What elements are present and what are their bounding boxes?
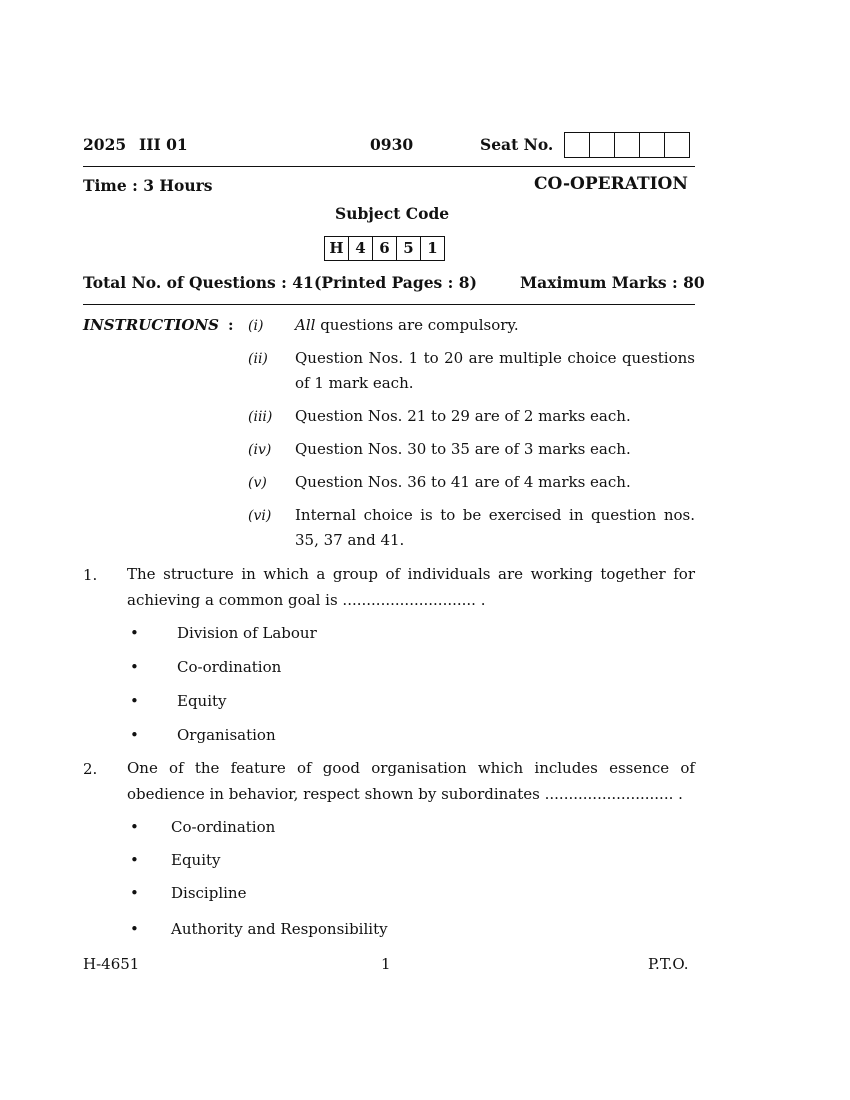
pto-label: P.T.O. [648, 955, 689, 973]
option-label: Authority and Responsibility [171, 920, 388, 938]
option-bullet: • [130, 818, 139, 836]
option-bullet: • [130, 884, 139, 902]
seat-label: Seat No. [480, 135, 554, 154]
option-label: Division of Labour [177, 624, 317, 642]
instruction-text: Question Nos. 1 to 20 are multiple choice questions of 1 mark each. [295, 349, 695, 392]
instruction-number: (iii) [248, 409, 273, 425]
option-label: Equity [171, 851, 221, 869]
option-label: Organisation [177, 726, 276, 744]
option-label: Equity [177, 692, 227, 710]
subject-code-label: Subject Code [335, 204, 450, 223]
instruction-text: Internal choice is to be exercised in question nos. 35, 37 and 41. [295, 506, 695, 549]
subject-code-char: H [325, 237, 349, 260]
option-label: Co-ordination [177, 658, 282, 676]
maximum-marks: Maximum Marks : 80 [520, 273, 705, 292]
option-bullet: • [130, 692, 139, 710]
printed-pages: (Printed Pages : 8) [314, 273, 477, 292]
question-text: One of the feature of good organisation which includes essence of obedience in behavior, respect shown by subordinates ........................... . [127, 759, 695, 803]
footer-code: H-4651 [83, 955, 140, 973]
instructions-label: INSTRUCTIONS [83, 316, 219, 334]
series: III 01 [139, 135, 188, 154]
paper-code: 0930 [370, 135, 414, 154]
seat-digit-box[interactable] [590, 133, 615, 157]
subject-code-char: 4 [349, 237, 373, 260]
year: 2025 [83, 135, 127, 154]
instruction-text-rest: questions are compulsory. [315, 316, 519, 334]
instructions-divider [83, 304, 695, 305]
instruction-number: (i) [248, 318, 264, 334]
instruction-text: Question Nos. 30 to 35 are of 3 marks each. [295, 440, 631, 458]
option-bullet: • [130, 726, 139, 744]
subject-code-char: 6 [373, 237, 397, 260]
subject-code-char: 1 [427, 239, 438, 257]
option-label: Discipline [171, 884, 247, 902]
instruction-emphasis: All [295, 316, 316, 334]
subject-code-char: 5 [397, 237, 421, 260]
instruction-number: (vi) [248, 508, 272, 524]
header-divider [83, 166, 695, 167]
subject-title: CO-OPERATION [534, 174, 688, 194]
time-allowed: Time : 3 Hours [83, 176, 213, 195]
question-text: The structure in which a group of individuals are working together for achieving a common goal is ............................ . [127, 565, 695, 609]
question-number: 2. [83, 760, 98, 778]
seat-digit-box[interactable] [615, 133, 640, 157]
seat-digit-box[interactable] [565, 133, 590, 157]
instructions-colon: : [228, 316, 234, 334]
instruction-number: (iv) [248, 442, 272, 458]
instruction-number: (v) [248, 475, 267, 491]
seat-digit-box[interactable] [665, 133, 689, 157]
instruction-text [295, 313, 695, 338]
page-number: 1 [381, 955, 391, 973]
question-number: 1. [83, 566, 98, 584]
instruction-text: Question Nos. 36 to 41 are of 4 marks each. [295, 473, 631, 491]
option-bullet: • [130, 624, 139, 642]
instruction-text: Question Nos. 21 to 29 are of 2 marks each. [295, 407, 631, 425]
total-questions: Total No. of Questions : 41 [83, 273, 314, 292]
subject-code-boxes [324, 236, 445, 261]
instruction-number: (ii) [248, 351, 268, 367]
option-bullet: • [130, 658, 139, 676]
option-label: Co-ordination [171, 818, 276, 836]
seat-digit-box[interactable] [640, 133, 665, 157]
seat-number-boxes[interactable] [564, 132, 690, 158]
option-bullet: • [130, 851, 139, 869]
option-bullet: • [130, 920, 139, 938]
